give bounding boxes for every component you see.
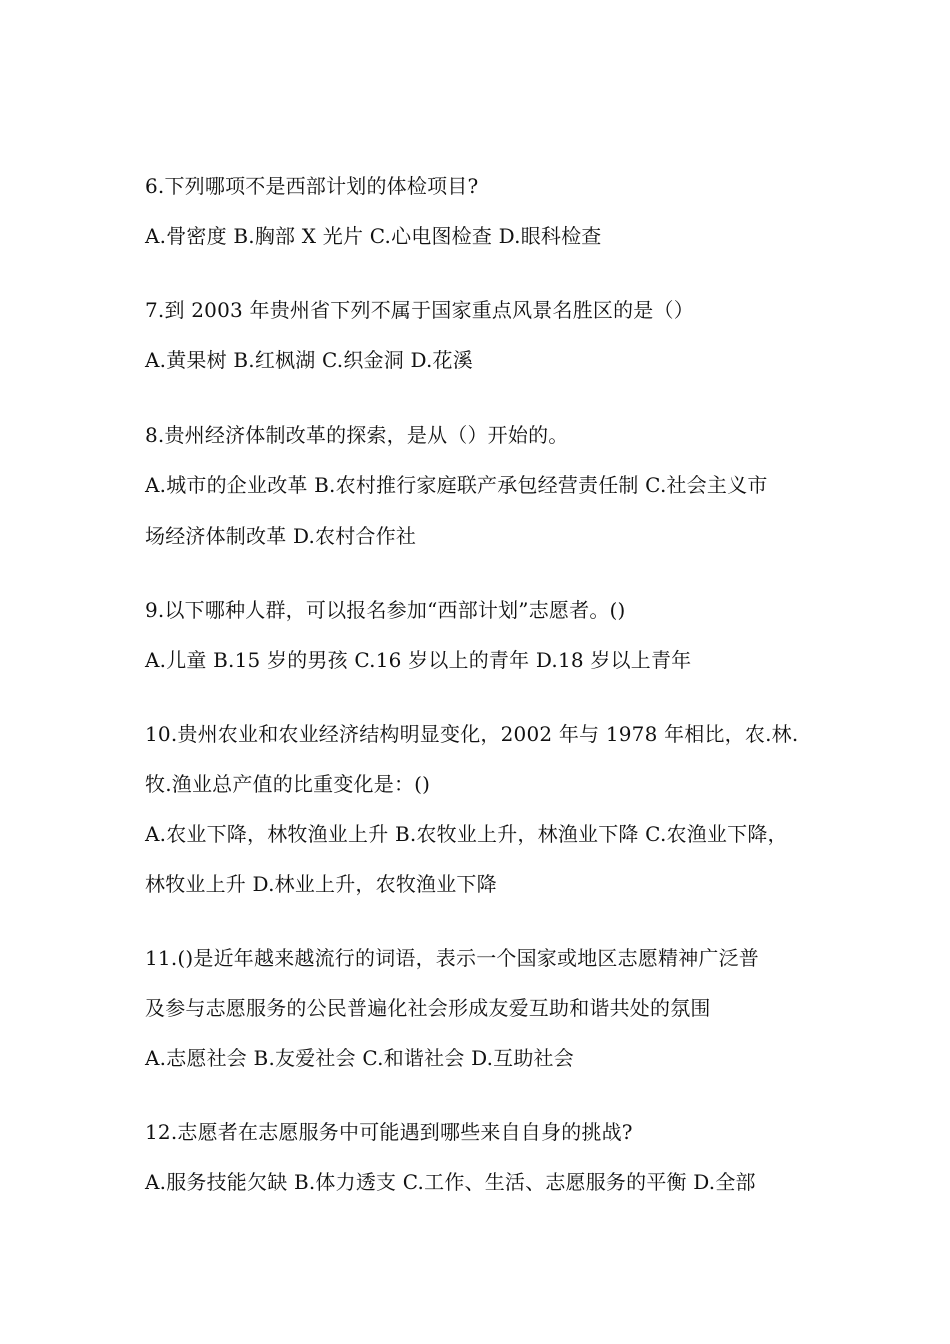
question-6-options: A.骨密度 B.胸部 X 光片 C.心电图检查 D.眼科检查: [145, 224, 602, 248]
question-8-text: 8.贵州经济体制改革的探索，是从（）开始的。: [145, 423, 569, 447]
question-7-options: A.黄果树 B.红枫湖 C.织金洞 D.花溪: [145, 348, 473, 372]
question-10-text-line-2: 牧.渔业总产值的比重变化是：(): [145, 772, 431, 796]
question-12-options: A.服务技能欠缺 B.体力透支 C.工作、生活、志愿服务的平衡 D.全部: [145, 1170, 756, 1194]
question-10-options-line-1: A.农业下降，林牧渔业上升 B.农牧业上升，林渔业下降 C.农渔业下降，: [145, 822, 788, 846]
question-9-options: A.儿童 B.15 岁的男孩 C.16 岁以上的青年 D.18 岁以上青年: [145, 648, 692, 672]
question-11-text-line-2: 及参与志愿服务的公民普遍化社会形成友爱互助和谐共处的氛围: [145, 996, 711, 1020]
question-12-text: 12.志愿者在志愿服务中可能遇到哪些来自自身的挑战?: [145, 1120, 633, 1144]
question-8-options-line-2: 场经济体制改革 D.农村合作社: [145, 524, 417, 548]
question-6-text: 6.下列哪项不是西部计划的体检项目?: [145, 174, 479, 198]
question-11-options: A.志愿社会 B.友爱社会 C.和谐社会 D.互助社会: [145, 1046, 574, 1070]
document-page: [145, 0, 815, 1344]
question-8-options-line-1: A.城市的企业改革 B.农村推行家庭联产承包经营责任制 C.社会主义市: [145, 473, 768, 497]
question-9-text: 9.以下哪种人群，可以报名参加“西部计划”志愿者。(): [145, 598, 626, 622]
question-10-text-line-1: 10.贵州农业和农业经济结构明显变化，2002 年与 1978 年相比，农.林.: [145, 722, 799, 746]
question-10-options-line-2: 林牧业上升 D.林业上升，农牧渔业下降: [145, 872, 497, 896]
question-7-text: 7.到 2003 年贵州省下列不属于国家重点风景名胜区的是（）: [145, 298, 694, 322]
question-11-text-line-1: 11.()是近年越来越流行的词语，表示一个国家或地区志愿精神广泛普: [145, 946, 760, 970]
